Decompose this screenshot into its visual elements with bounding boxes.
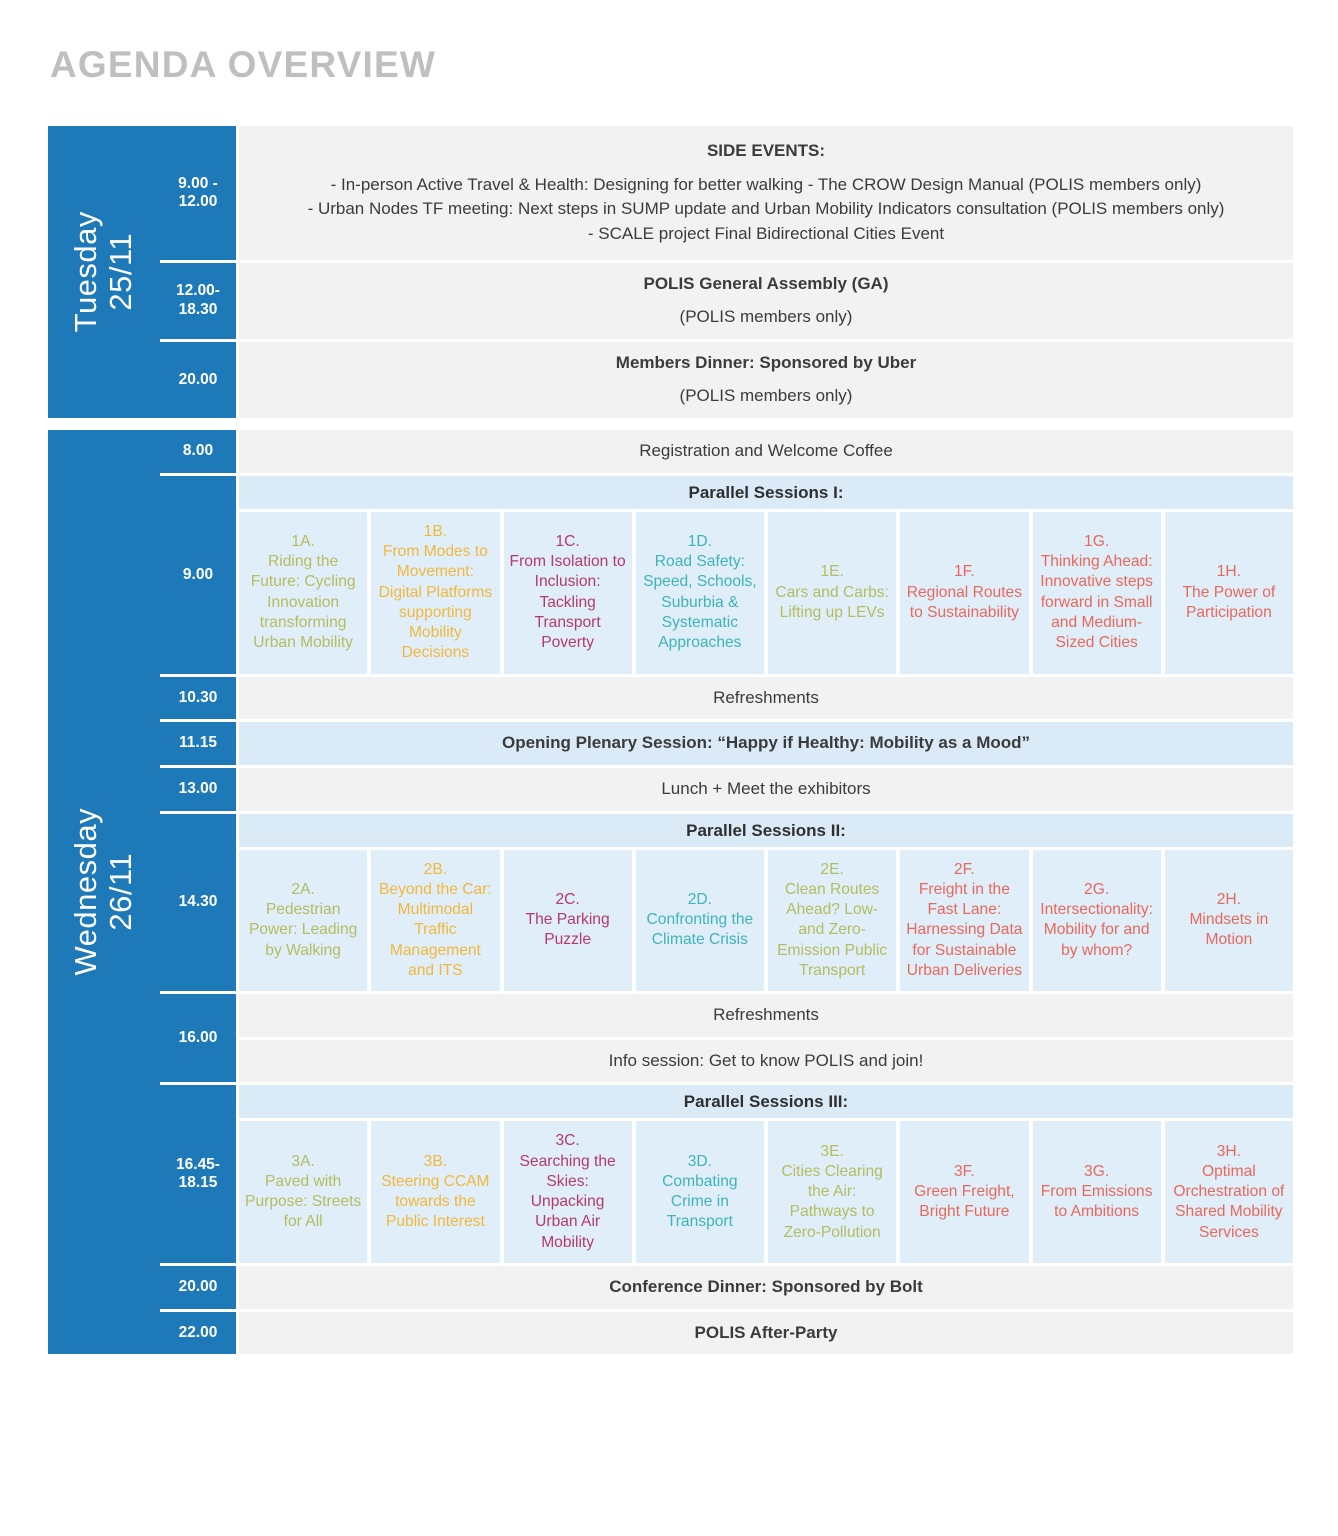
agenda-row xyxy=(160,1312,1293,1355)
session-code: 3F. xyxy=(953,1162,975,1180)
time-line: 9.00 xyxy=(182,565,214,583)
time-line: 12.00 xyxy=(178,192,218,210)
session-code: 1A. xyxy=(291,532,315,550)
page-title: AGENDA OVERVIEW xyxy=(50,44,436,85)
band-line: (POLIS members only) xyxy=(679,307,853,327)
row-content xyxy=(239,1266,1293,1309)
row-content xyxy=(239,677,1293,720)
agenda-band xyxy=(239,768,1293,811)
session-card-grid xyxy=(239,850,1293,992)
time-cell xyxy=(160,1312,236,1355)
session-code: 2G. xyxy=(1084,880,1110,898)
session-title: The Power of Participation xyxy=(1182,583,1276,621)
time-cell xyxy=(160,342,236,418)
session-title: Beyond the Car: Multimodal Traffic Management and ITS xyxy=(379,880,492,979)
agenda-row xyxy=(160,814,1293,992)
time-line: 18.30 xyxy=(178,300,218,318)
session-title: Intersectionality: Mobility for and by whom? xyxy=(1040,901,1153,959)
band-line: Refreshments xyxy=(713,1005,819,1025)
session-title: Mindsets in Motion xyxy=(1189,911,1269,949)
agenda-table xyxy=(48,126,1293,1354)
agenda-band xyxy=(239,994,1293,1037)
time-cell xyxy=(160,722,236,765)
row-content xyxy=(239,430,1293,473)
day-rows xyxy=(160,430,1293,1354)
session-code: 1E. xyxy=(820,563,844,581)
time-cell xyxy=(160,768,236,811)
time-cell xyxy=(160,994,236,1082)
time-line: 22.00 xyxy=(178,1323,218,1341)
session-title: Steering CCAM towards the Public Interest xyxy=(381,1172,490,1231)
agenda-row xyxy=(160,722,1293,765)
band-header: SIDE EVENTS: xyxy=(706,141,826,160)
agenda-row xyxy=(160,263,1293,339)
time-line: 8.00 xyxy=(182,442,214,460)
session-code: 3D. xyxy=(687,1152,713,1170)
band-line: Registration and Welcome Coffee xyxy=(639,441,893,461)
band-line: Info session: Get to know POLIS and join! xyxy=(608,1050,924,1070)
day-name: Tuesday xyxy=(68,211,104,333)
day-date: 26/11 xyxy=(103,853,138,932)
time-line: 13.00 xyxy=(178,780,218,798)
day-block xyxy=(48,430,1293,1354)
session-title: Green Freight, Bright Future xyxy=(914,1183,1015,1221)
band-line: (POLIS members only) xyxy=(679,386,853,406)
session-code: 3B. xyxy=(423,1152,448,1170)
session-code: 2B. xyxy=(423,860,448,878)
session-title: Paved with Purpose: Streets for All xyxy=(245,1172,362,1231)
agenda-band xyxy=(239,1266,1293,1309)
session-title: From Emissions to Ambitions xyxy=(1040,1183,1153,1221)
agenda-row xyxy=(160,768,1293,811)
session-title: From Isolation to Inclusion: Tackling Transport Poverty xyxy=(509,553,626,652)
agenda-band xyxy=(239,1040,1293,1083)
agenda-row xyxy=(160,430,1293,473)
session-card-3e[interactable] xyxy=(768,1121,896,1263)
parallel-sessions-header: Parallel Sessions II: xyxy=(239,814,1293,847)
session-card-3d[interactable] xyxy=(636,1121,764,1263)
time-line: 12.00- xyxy=(176,282,220,300)
session-code: 3H. xyxy=(1216,1142,1242,1160)
time-line: 20.00 xyxy=(178,370,218,388)
session-code: 1B. xyxy=(423,522,448,540)
row-content xyxy=(239,1085,1293,1263)
time-line: 20.00 xyxy=(178,1278,218,1296)
time-cell xyxy=(160,126,236,260)
session-code: 2A. xyxy=(291,880,315,898)
time-cell xyxy=(160,263,236,339)
session-title: Freight in the Fast Lane: Harnessing Data for Sustainable Urban Deliveries xyxy=(906,880,1023,979)
agenda-row xyxy=(160,1266,1293,1309)
session-card-3f[interactable] xyxy=(900,1121,1028,1263)
session-card-3h[interactable] xyxy=(1165,1121,1293,1263)
session-card-1g[interactable] xyxy=(1033,512,1161,674)
session-title: Road Safety: Speed, Schools, Suburbia & Systematic Approaches xyxy=(643,553,757,652)
time-cell xyxy=(160,430,236,473)
session-card-1b[interactable] xyxy=(371,512,499,674)
band-line: - In-person Active Travel & Health: Designing for better walking - The CROW Design Manual (POLIS members only) xyxy=(330,174,1202,194)
session-code: 1D. xyxy=(687,532,713,550)
band-line: Lunch + Meet the exhibitors xyxy=(661,778,871,798)
row-content xyxy=(239,263,1293,339)
session-code: 1F. xyxy=(953,563,975,581)
session-card-2c[interactable] xyxy=(504,850,632,992)
session-card-grid xyxy=(239,1121,1293,1263)
agenda-row xyxy=(160,476,1293,674)
session-code: 2H. xyxy=(1216,890,1242,908)
session-title: Regional Routes to Sustainability xyxy=(906,583,1023,621)
session-card-2d[interactable] xyxy=(636,850,764,992)
session-code: 3G. xyxy=(1084,1162,1110,1180)
band-header: Conference Dinner: Sponsored by Bolt xyxy=(609,1277,923,1297)
session-title: Confronting the Climate Crisis xyxy=(646,911,754,949)
agenda-row xyxy=(160,677,1293,720)
time-cell xyxy=(160,677,236,720)
agenda-row xyxy=(160,994,1293,1082)
session-card-3a[interactable] xyxy=(239,1121,367,1263)
time-line: 18.15 xyxy=(178,1174,218,1192)
session-code: 2F. xyxy=(953,860,975,878)
session-title: The Parking Puzzle xyxy=(525,911,610,949)
band-line: - SCALE project Final Bidirectional Cities Event xyxy=(587,223,945,243)
agenda-row xyxy=(160,1085,1293,1263)
session-title: Thinking Ahead: Innovative steps forward in Small and Medium-Sized Cities xyxy=(1040,553,1153,652)
session-card-3b[interactable] xyxy=(371,1121,499,1263)
parallel-sessions-header: Parallel Sessions III: xyxy=(239,1085,1293,1118)
row-content xyxy=(239,994,1293,1082)
day-block xyxy=(48,126,1293,418)
agenda-band xyxy=(239,722,1293,765)
session-title: Pedestrian Power: Leading by Walking xyxy=(248,901,358,959)
session-code: 2C. xyxy=(555,890,580,908)
time-cell xyxy=(160,814,236,992)
time-cell xyxy=(160,476,236,674)
session-card-1e[interactable] xyxy=(768,512,896,674)
session-code: 3A. xyxy=(291,1152,315,1170)
day-date: 25/11 xyxy=(103,233,138,311)
session-card-1d[interactable] xyxy=(636,512,764,674)
session-title: From Modes to Movement: Digital Platforms supporting Mobility Decisions xyxy=(378,543,493,662)
band-line: - Urban Nodes TF meeting: Next steps in SUMP update and Urban Mobility Indicators consultation (POLIS members only) xyxy=(307,199,1225,219)
session-title: Optimal Orchestration of Shared Mobility Services xyxy=(1173,1162,1285,1241)
session-title: Searching the Skies: Unpacking Urban Air Mobility xyxy=(519,1152,616,1251)
session-title: Cars and Carbs: Lifting up LEVs xyxy=(775,583,889,621)
session-code: 2D. xyxy=(687,890,713,908)
session-card-1f[interactable] xyxy=(900,512,1028,674)
session-card-2e[interactable] xyxy=(768,850,896,992)
day-rows xyxy=(160,126,1293,418)
session-code: 1H. xyxy=(1216,563,1242,581)
session-card-2f[interactable] xyxy=(900,850,1028,992)
session-card-3g[interactable] xyxy=(1033,1121,1161,1263)
time-line: 16.00 xyxy=(178,1029,218,1047)
agenda-band xyxy=(239,342,1293,418)
band-header: Members Dinner: Sponsored by Uber xyxy=(615,352,917,372)
session-code: 1G. xyxy=(1084,532,1110,550)
session-card-1c[interactable] xyxy=(504,512,632,674)
session-card-2g[interactable] xyxy=(1033,850,1161,992)
row-content xyxy=(239,768,1293,811)
session-card-grid xyxy=(239,512,1293,674)
row-content xyxy=(239,1312,1293,1355)
time-line: 14.30 xyxy=(178,893,218,911)
parallel-sessions-header: Parallel Sessions I: xyxy=(239,476,1293,509)
session-code: 3C. xyxy=(555,1132,580,1150)
agenda-row xyxy=(160,126,1293,260)
session-title: Riding the Future: Cycling Innovation transforming Urban Mobility xyxy=(250,553,356,652)
time-cell xyxy=(160,1266,236,1309)
time-line: 10.30 xyxy=(178,688,218,706)
row-content xyxy=(239,476,1293,674)
row-content xyxy=(239,814,1293,992)
agenda-band xyxy=(239,430,1293,473)
band-line: Refreshments xyxy=(713,687,819,707)
session-code: 3E. xyxy=(820,1142,844,1160)
day-label xyxy=(48,126,160,418)
session-card-2h[interactable] xyxy=(1165,850,1293,992)
session-code: 2E. xyxy=(820,860,844,878)
agenda-band xyxy=(239,677,1293,720)
session-code: 1C. xyxy=(555,532,580,550)
band-header: Opening Plenary Session: “Happy if Healthy: Mobility as a Mood” xyxy=(501,733,1031,753)
time-cell xyxy=(160,1085,236,1263)
session-title: Cities Clearing the Air: Pathways to Zero-Pollution xyxy=(781,1162,883,1241)
agenda-row xyxy=(160,342,1293,418)
session-card-3c[interactable] xyxy=(504,1121,632,1263)
row-content xyxy=(239,126,1293,260)
time-line: 11.15 xyxy=(179,734,217,752)
session-title: Combating Crime in Transport xyxy=(662,1172,738,1231)
time-line: 9.00 - xyxy=(178,174,218,192)
agenda-band xyxy=(239,1312,1293,1355)
band-header: POLIS General Assembly (GA) xyxy=(643,273,889,293)
band-header: POLIS After-Party xyxy=(694,1322,838,1342)
session-card-2b[interactable] xyxy=(371,850,499,992)
time-line: 16.45- xyxy=(176,1155,220,1173)
session-card-2a[interactable] xyxy=(239,850,367,992)
session-card-1h[interactable] xyxy=(1165,512,1293,674)
agenda-band xyxy=(239,126,1293,260)
day-label xyxy=(48,430,160,1354)
row-content xyxy=(239,342,1293,418)
session-card-1a[interactable] xyxy=(239,512,367,674)
agenda-band xyxy=(239,263,1293,339)
day-name: Wednesday xyxy=(68,808,104,977)
session-title: Clean Routes Ahead? Low- and Zero-Emission Public Transport xyxy=(777,880,888,979)
row-content xyxy=(239,722,1293,765)
